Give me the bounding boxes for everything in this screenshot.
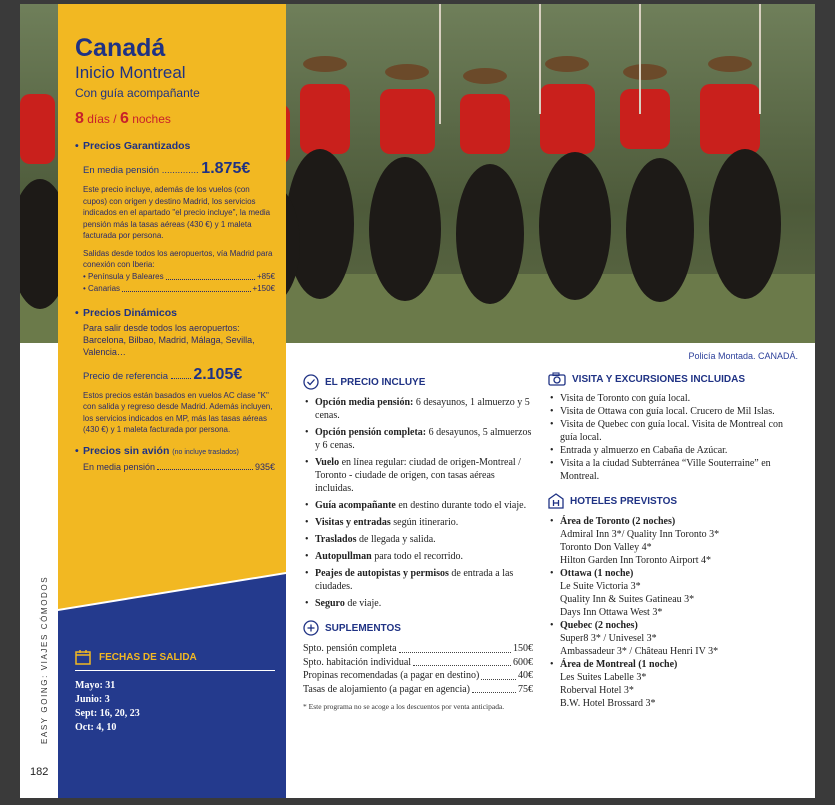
hotel-name: B.W. Hotel Brossard 3* bbox=[560, 698, 656, 709]
supplement-row: Propinas recomendadas (a pagar en destino) 40€ bbox=[303, 670, 533, 681]
nights-word: noches bbox=[132, 112, 171, 126]
guaranteed-desc: Este precio incluye, además de los vuelos (con cupos) con origen y destino Madrid, los servicios indicados en el apartado "el precio incluye", la media pensión más la tasas aéreas (430 €) y 1 maleta facturada por persona. bbox=[83, 185, 271, 240]
duration bbox=[75, 110, 275, 128]
includes-item: • Autopullman para todo el recorrido. bbox=[315, 550, 533, 563]
guaranteed-exits: Salidas desde todos los aeropuertos, vía Madrid para conexión con Iberia: bbox=[83, 248, 273, 269]
visit-item: • Visita de Ottawa con guía local. Crucero de Mil Islas. bbox=[560, 405, 798, 418]
supplement-row: Spto. pensión completa 150€ bbox=[303, 643, 533, 654]
hotel-name: Le Suite Victoria 3* bbox=[560, 581, 641, 592]
hotel-city: • Área de Toronto (2 noches) bbox=[560, 516, 676, 527]
dynamic-heading: • Precios Dinámicos bbox=[75, 306, 177, 319]
guaranteed-price: 1.875€ bbox=[201, 160, 251, 177]
extra-row: • Península y Baleares +85€ bbox=[83, 271, 275, 281]
includes-item: • Guía acompañante en destino durante todo el viaje. bbox=[315, 499, 533, 512]
includes-item: • Peajes de autopistas y permisos de entrada a las ciudades. bbox=[315, 567, 533, 593]
hotel-name: Quality Inn & Suites Gatineau 3* bbox=[560, 594, 695, 605]
days-number: 8 bbox=[75, 110, 84, 127]
photo-caption: Policía Montada. CANADÁ. bbox=[688, 351, 798, 361]
nights-number: 6 bbox=[119, 110, 129, 127]
supplements-heading: SUPLEMENTOS bbox=[303, 620, 533, 636]
hotel-name: Super8 3* / Univesel 3* bbox=[560, 633, 657, 644]
date-item: Oct: 4, 10 bbox=[75, 722, 117, 733]
dynamic-desc: Estos precios están basados en vuelos AC clase "K" con salida y regreso desde Madrid. Además incluyen, los servicios indicados en MP, más las tasas aéreas (430 €) y 1 maleta facturada por persona. bbox=[83, 390, 273, 434]
dynamic-ref-price: 2.105€ bbox=[193, 365, 243, 383]
hotel-group bbox=[560, 515, 798, 567]
includes-item: • Vuelo en línea regular: ciudad de origen-Montreal / Toronto - ciudade de origen, con tasas aéreas incluidas. bbox=[315, 456, 533, 495]
visit-item: • Visita de Toronto con guía local. bbox=[560, 392, 798, 405]
page-title: Canadá bbox=[75, 34, 166, 62]
includes-item: • Visitas y entradas según itinerario. bbox=[315, 516, 533, 529]
hotel-name: Hilton Garden Inn Toronto Airport 4* bbox=[560, 555, 712, 566]
days-word: días / bbox=[87, 112, 117, 126]
calendar-icon bbox=[75, 649, 91, 665]
camera-icon bbox=[548, 372, 566, 386]
hotel-name: Toronto Don Valley 4* bbox=[560, 542, 652, 553]
hotel-group bbox=[560, 658, 798, 710]
hotel-name: Roberval Hotel 3* bbox=[560, 685, 634, 696]
visit-item: • Visita a la ciudad Subterránea “Ville Souterraine” en Montreal. bbox=[560, 457, 798, 483]
hotel-city: • Quebec (2 noches) bbox=[560, 620, 638, 631]
guaranteed-price-row bbox=[75, 160, 275, 178]
hotel-icon bbox=[548, 493, 564, 509]
includes-heading: EL PRECIO INCLUYE bbox=[303, 374, 533, 390]
page-subtitle: Inicio Montreal bbox=[75, 63, 186, 82]
supplement-row: Spto. habitación individual 600€ bbox=[303, 656, 533, 668]
dynamic-airports: Para salir desde todos los aeropuertos: Barcelona, Bilbao, Madrid, Málaga, Sevilla, Valencia… bbox=[83, 322, 255, 357]
hotel-name: Days Inn Ottawa West 3* bbox=[560, 607, 663, 618]
hotel-group bbox=[560, 619, 798, 658]
date-item: Junio: 3 bbox=[75, 694, 110, 705]
trip-summary bbox=[75, 34, 275, 473]
page-number: 182 bbox=[30, 766, 49, 778]
hotel-city: • Ottawa (1 noche) bbox=[560, 568, 634, 579]
hotel-group bbox=[560, 567, 798, 619]
spine bbox=[20, 343, 58, 798]
includes-item: • Opción pensión completa: 6 desayunos, 5 almuerzos y 6 cenas. bbox=[315, 426, 533, 452]
visits-hotels-column bbox=[548, 372, 798, 710]
dates-heading: FECHAS DE SALIDA bbox=[75, 649, 275, 671]
extra-row: • Canarias +150€ bbox=[83, 283, 275, 293]
guide-note: Con guía acompañante bbox=[75, 86, 200, 100]
supplements-footnote: * Este programa no se acoge a los descuentos por venta anticipada. bbox=[303, 702, 505, 711]
no-flight-row: En media pensión 935€ bbox=[83, 461, 275, 472]
includes-item: • Seguro de viaje. bbox=[315, 597, 533, 610]
check-circle-icon bbox=[303, 374, 319, 390]
hotel-name: Admiral Inn 3*/ Quality Inn Toronto 3* bbox=[560, 529, 720, 540]
hotels-heading: HOTELES PREVISTOS bbox=[548, 493, 798, 509]
visit-item: • Entrada y almuerzo en Cabaña de Azúcar. bbox=[560, 444, 798, 457]
visits-heading: VISITA Y EXCURSIONES INCLUIDAS bbox=[548, 372, 798, 386]
guaranteed-heading: • Precios Garantizados bbox=[75, 140, 191, 152]
date-item: Sept: 16, 20, 23 bbox=[75, 708, 140, 719]
includes-item: • Opción media pensión: 6 desayunos, 1 almuerzo y 5 cenas. bbox=[315, 396, 533, 422]
supplement-row: Tasas de alojamiento (a pagar en agencia) 75€ bbox=[303, 683, 533, 695]
date-item: Mayo: 31 bbox=[75, 680, 116, 691]
dynamic-price-row bbox=[75, 366, 275, 384]
spine-text: EASY GOING: VIAJES CÓMODOS bbox=[40, 575, 49, 744]
dynamic-ref-label: Precio de referencia bbox=[83, 370, 169, 382]
hotel-name: Les Suites Labelle 3* bbox=[560, 672, 647, 683]
hotel-name: Ambassadeur 3* / Château Henri IV 3* bbox=[560, 646, 719, 657]
departure-dates bbox=[75, 649, 275, 735]
includes-item: • Traslados de llegada y salida. bbox=[315, 533, 533, 546]
guaranteed-price-label: En media pensión .............. bbox=[83, 165, 199, 176]
visit-item: • Visita de Quebec con guía local. Visita de Montreal con guía local. bbox=[560, 418, 798, 444]
hotel-city: • Área de Montreal (1 noche) bbox=[560, 659, 678, 670]
plus-circle-icon bbox=[303, 620, 319, 636]
includes-column bbox=[303, 374, 533, 712]
no-flight-heading: • Precios sin avión (no incluye traslados) bbox=[75, 444, 239, 457]
brochure-page bbox=[20, 4, 815, 798]
